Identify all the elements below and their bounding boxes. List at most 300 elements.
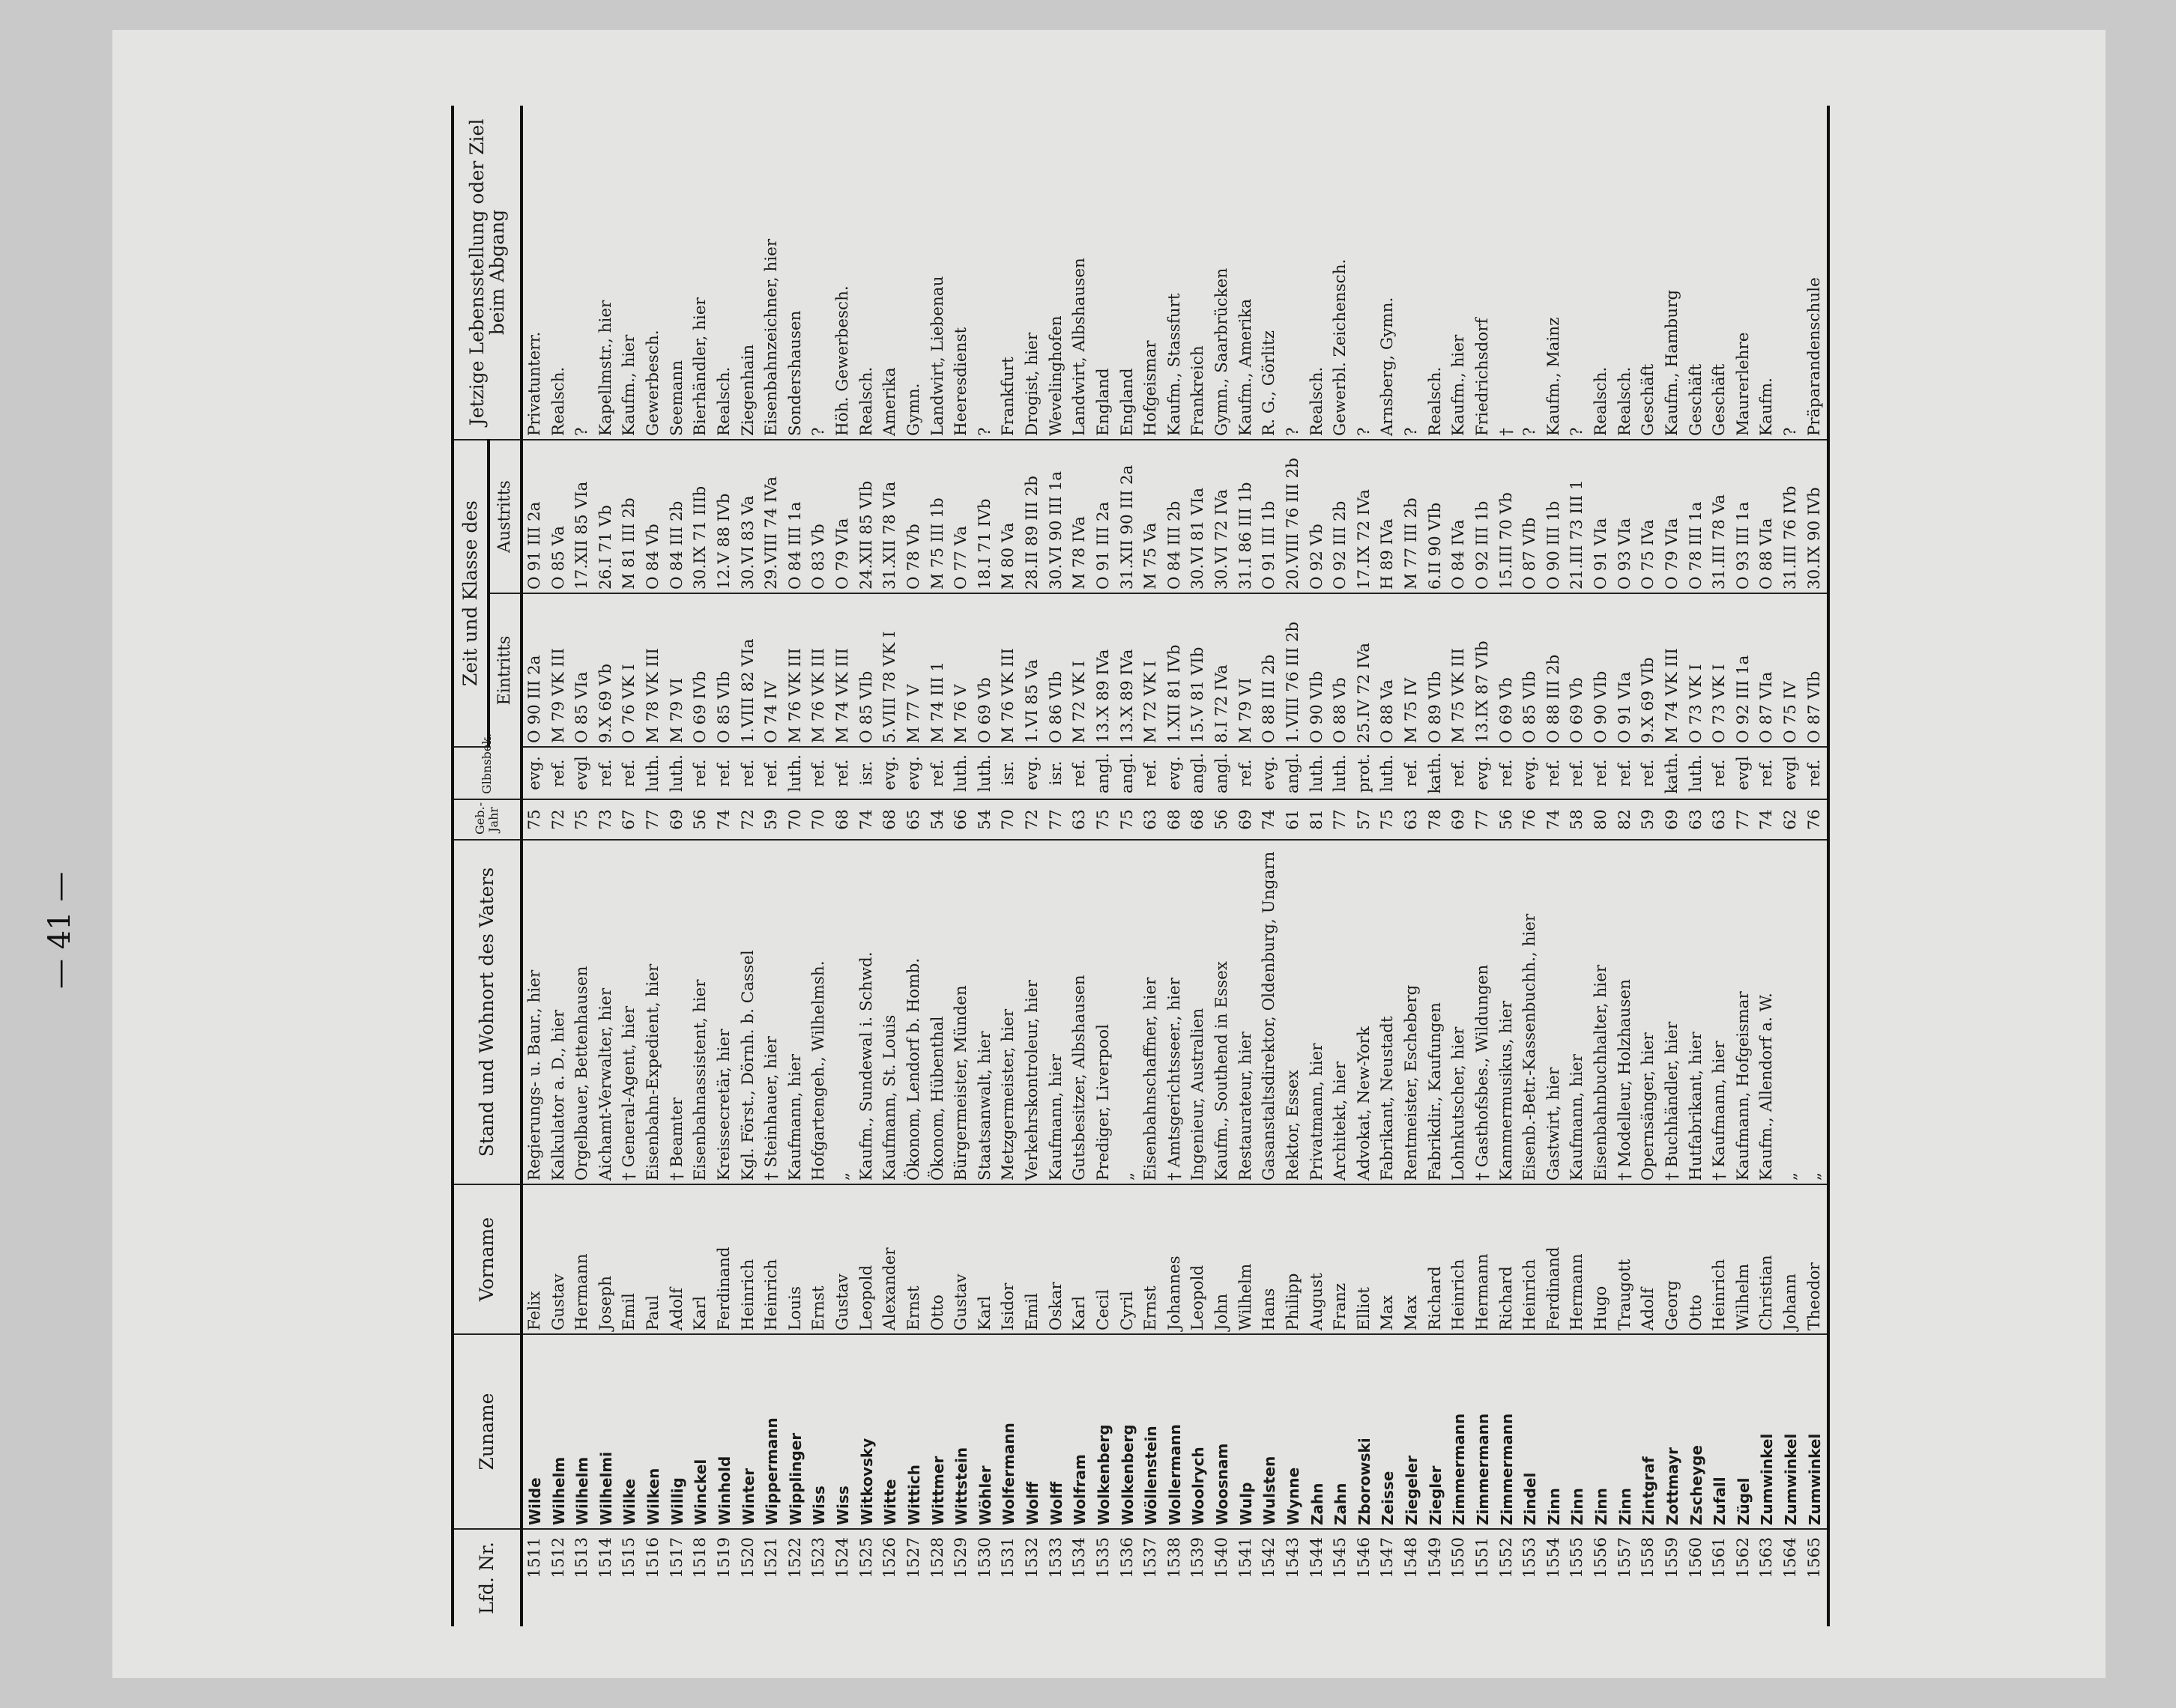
- father-occupation-cell: Kaufmann, hier: [1045, 840, 1069, 1184]
- first-name-cell: Oskar: [1045, 1184, 1069, 1334]
- birth-year-cell: 70: [784, 799, 808, 840]
- table-row: [784, 106, 808, 1626]
- exit-date-cell: 12.V 88 IVb: [713, 440, 737, 593]
- birth-year-cell: 59: [760, 799, 784, 840]
- religion-cell: ref.: [1803, 747, 1828, 799]
- current-position-cell: Gymn.: [902, 106, 926, 440]
- father-occupation-cell: Kaufmann, hier: [1566, 840, 1590, 1184]
- birth-year-cell: 54: [973, 799, 997, 840]
- entry-date-cell: O 88 III 2b: [1257, 593, 1281, 747]
- birth-year-cell: 75: [1092, 799, 1116, 840]
- current-position-cell: R. G., Görlitz: [1257, 106, 1281, 440]
- row-number-cell: 1534: [1070, 1537, 1089, 1578]
- first-name-cell: Cecil: [1092, 1184, 1116, 1334]
- current-position-cell: Kaufm., Stassfurt: [1163, 106, 1187, 440]
- religion-cell: ref.: [594, 747, 618, 799]
- row-number-cell: 1541: [1236, 1537, 1255, 1578]
- surname-cell: Zinn: [1566, 1334, 1590, 1529]
- entry-date-cell: 1.VIII 82 VIa: [737, 593, 761, 747]
- birth-year-cell: 69: [1447, 799, 1471, 840]
- exit-date-cell: O 91 III 2a: [1092, 440, 1116, 593]
- row-number-cell: 1547: [1378, 1537, 1397, 1578]
- religion-cell: evg.: [902, 747, 926, 799]
- current-position-cell: Privatunterr.: [522, 106, 547, 440]
- first-name-cell: Adolf: [1636, 1184, 1660, 1334]
- entry-date-cell: 8.I 72 IVa: [1210, 593, 1234, 747]
- father-occupation-cell: Gutsbesitzer, Albshausen: [1068, 840, 1092, 1184]
- father-occupation-cell: † General-Agent, hier: [618, 840, 642, 1184]
- surname-cell: Woolrych: [1187, 1334, 1211, 1529]
- father-occupation-cell: Ingenieur, Australien: [1187, 840, 1211, 1184]
- religion-cell: prot.: [1353, 747, 1376, 799]
- exit-date-cell: O 83 Vb: [808, 440, 832, 593]
- birth-year-cell: 76: [1518, 799, 1542, 840]
- current-position-cell: ?: [1779, 106, 1803, 440]
- first-name-cell: Emil: [618, 1184, 642, 1334]
- surname-cell: Zintgraf: [1636, 1334, 1660, 1529]
- current-position-cell: Geschäft: [1636, 106, 1660, 440]
- father-occupation-cell: Hofgartengeh., Wilhelmsh.: [808, 840, 832, 1184]
- entry-date-cell: M 79 VI: [665, 593, 689, 747]
- entry-date-cell: O 92 III 1a: [1732, 593, 1756, 747]
- table-row: [1518, 106, 1542, 1626]
- first-name-cell: Karl: [973, 1184, 997, 1334]
- exit-date-cell: O 92 III 2b: [1329, 440, 1353, 593]
- religion-cell: evg.: [1518, 747, 1542, 799]
- father-occupation-cell: Kaufm., Sundewal i. Schwd.: [855, 840, 879, 1184]
- surname-cell: Wolff: [1045, 1334, 1069, 1529]
- first-name-cell: Leopold: [855, 1184, 879, 1334]
- father-occupation-cell: Gastwirt, hier: [1542, 840, 1566, 1184]
- entry-date-cell: O 76 VK I: [618, 593, 642, 747]
- birth-year-cell: 63: [1684, 799, 1708, 840]
- birth-year-cell: 70: [997, 799, 1021, 840]
- current-position-cell: Friedrichsdorf: [1471, 106, 1495, 440]
- current-position-cell: Realsch.: [547, 106, 571, 440]
- entry-date-cell: O 87 VIb: [1803, 593, 1828, 747]
- exit-date-cell: O 78 III 1a: [1684, 440, 1708, 593]
- student-register-table: [451, 106, 1830, 1626]
- row-number-cell: 1521: [762, 1537, 782, 1578]
- surname-cell: Wilke: [618, 1334, 642, 1529]
- exit-date-cell: H 89 IVa: [1376, 440, 1400, 593]
- entry-date-cell: 13.X 89 IVa: [1092, 593, 1116, 747]
- birth-year-cell: 72: [737, 799, 761, 840]
- exit-date-cell: 20.VIII 76 III 2b: [1281, 440, 1305, 593]
- entry-date-cell: O 90 VIb: [1305, 593, 1329, 747]
- exit-date-cell: 6.II 90 VIb: [1424, 440, 1448, 593]
- surname-cell: Winhold: [713, 1334, 737, 1529]
- first-name-cell: John: [1210, 1184, 1234, 1334]
- row-number-cell: 1561: [1710, 1537, 1729, 1578]
- birth-year-cell: 74: [713, 799, 737, 840]
- birth-year-cell: 68: [1163, 799, 1187, 840]
- father-occupation-cell: „: [1116, 840, 1140, 1184]
- row-number-cell: 1559: [1662, 1537, 1681, 1578]
- religion-cell: ref.: [689, 747, 713, 799]
- row-number-cell: 1556: [1592, 1537, 1611, 1578]
- row-number-cell: 1535: [1093, 1537, 1113, 1578]
- table-row: [1092, 106, 1116, 1626]
- table-row: [926, 106, 950, 1626]
- father-occupation-cell: Gasanstaltsdirektor, Oldenburg, Ungarn: [1257, 840, 1281, 1184]
- surname-cell: Zimmermann: [1471, 1334, 1495, 1529]
- surname-cell: Witte: [878, 1334, 902, 1529]
- current-position-cell: Realsch.: [1613, 106, 1637, 440]
- entry-date-cell: M 74 VK III: [1660, 593, 1684, 747]
- row-number-cell: 1557: [1615, 1537, 1634, 1578]
- first-name-cell: Otto: [1684, 1184, 1708, 1334]
- first-name-cell: Karl: [689, 1184, 713, 1334]
- current-position-cell: Geschäft: [1708, 106, 1732, 440]
- current-position-cell: Landwirt, Albshausen: [1068, 106, 1092, 440]
- exit-date-cell: M 77 III 2b: [1400, 440, 1424, 593]
- surname-cell: Wolfram: [1068, 1334, 1092, 1529]
- row-number-cell: 1525: [856, 1537, 876, 1578]
- birth-year-cell: 75: [522, 799, 547, 840]
- exit-date-cell: 26.I 71 Vb: [594, 440, 618, 593]
- row-number-cell: 1511: [525, 1537, 544, 1578]
- religion-cell: luth.: [973, 747, 997, 799]
- surname-cell: Wilhelmi: [594, 1334, 618, 1529]
- surname-cell: Zahn: [1329, 1334, 1353, 1529]
- current-position-cell: Maurerlehre: [1732, 106, 1756, 440]
- religion-cell: angl.: [1281, 747, 1305, 799]
- religion-cell: luth.: [665, 747, 689, 799]
- birth-year-cell: 66: [949, 799, 973, 840]
- row-number-cell: 1538: [1164, 1537, 1184, 1578]
- entry-date-cell: M 74 VK III: [831, 593, 855, 747]
- exit-date-cell: 17.XII 85 VIa: [570, 440, 594, 593]
- table-row: [1163, 106, 1187, 1626]
- current-position-cell: Kaufm., hier: [618, 106, 642, 440]
- table-row: [1305, 106, 1329, 1626]
- table-row: [1779, 106, 1803, 1626]
- col-zeit-header: Zeit und Klasse des: [453, 440, 489, 747]
- surname-cell: Wolkenberg: [1092, 1334, 1116, 1529]
- current-position-cell: ?: [1400, 106, 1424, 440]
- surname-cell: Zahn: [1305, 1334, 1329, 1529]
- birth-year-cell: 58: [1566, 799, 1590, 840]
- father-occupation-cell: Metzgermeister, hier: [997, 840, 1021, 1184]
- religion-cell: isr.: [1045, 747, 1069, 799]
- first-name-cell: Hermann: [1471, 1184, 1495, 1334]
- birth-year-cell: 70: [808, 799, 832, 840]
- col-vorname-header: Vorname: [453, 1184, 522, 1334]
- entry-date-cell: O 88 III 2b: [1542, 593, 1566, 747]
- exit-date-cell: 30.VI 90 III 1a: [1045, 440, 1069, 593]
- table-row: [1660, 106, 1684, 1626]
- entry-date-cell: M 75 VK III: [1447, 593, 1471, 747]
- religion-cell: isr.: [855, 747, 879, 799]
- religion-cell: ref.: [618, 747, 642, 799]
- current-position-cell: Bierhändler, hier: [689, 106, 713, 440]
- first-name-cell: Theodor: [1803, 1184, 1828, 1334]
- religion-cell: ref.: [713, 747, 737, 799]
- birth-year-cell: 80: [1589, 799, 1613, 840]
- table-row: [973, 106, 997, 1626]
- birth-year-cell: 76: [1803, 799, 1828, 840]
- entry-date-cell: O 69 Vb: [1495, 593, 1519, 747]
- father-occupation-cell: Kaufmann, Hofgeismar: [1732, 840, 1756, 1184]
- exit-date-cell: M 81 III 2b: [618, 440, 642, 593]
- birth-year-cell: 77: [1471, 799, 1495, 840]
- exit-date-cell: 30.VI 72 IVa: [1210, 440, 1234, 593]
- father-occupation-cell: Kaufm., Southend in Essex: [1210, 840, 1234, 1184]
- religion-cell: evg.: [1471, 747, 1495, 799]
- current-position-cell: Frankfurt: [997, 106, 1021, 440]
- surname-cell: Zumwinkel: [1803, 1334, 1828, 1529]
- first-name-cell: Wilhelm: [1732, 1184, 1756, 1334]
- current-position-cell: ?: [973, 106, 997, 440]
- first-name-cell: Ernst: [1139, 1184, 1163, 1334]
- col-lebensstellung-header: Jetzige Lebensstellung oder Ziel beim Abgang: [453, 106, 522, 440]
- first-name-cell: Heinrich: [1447, 1184, 1471, 1334]
- row-number-cell: 1551: [1472, 1537, 1492, 1578]
- birth-year-cell: 59: [1636, 799, 1660, 840]
- table-row: [1471, 106, 1495, 1626]
- exit-date-cell: O 77 Va: [949, 440, 973, 593]
- religion-cell: luth.: [949, 747, 973, 799]
- first-name-cell: Gustav: [831, 1184, 855, 1334]
- birth-year-cell: 54: [926, 799, 950, 840]
- table-row: [665, 106, 689, 1626]
- father-occupation-cell: Orgelbauer, Bettenhausen: [570, 840, 594, 1184]
- entry-date-cell: O 86 VIb: [1045, 593, 1069, 747]
- father-occupation-cell: Architekt, hier: [1329, 840, 1353, 1184]
- current-position-cell: Gewerbl. Zeichensch.: [1329, 106, 1353, 440]
- entry-date-cell: O 73 VK I: [1708, 593, 1732, 747]
- table-row: [949, 106, 973, 1626]
- birth-year-cell: 56: [1495, 799, 1519, 840]
- first-name-cell: Emil: [1021, 1184, 1045, 1334]
- religion-cell: kath.: [1660, 747, 1684, 799]
- surname-cell: Wolkenberg: [1116, 1334, 1140, 1529]
- table-row: [855, 106, 879, 1626]
- religion-cell: angl.: [1210, 747, 1234, 799]
- surname-cell: Zborowski: [1353, 1334, 1376, 1529]
- religion-cell: evg.: [1257, 747, 1281, 799]
- table-header: [453, 106, 522, 1626]
- religion-cell: ref.: [1566, 747, 1590, 799]
- religion-cell: evg.: [1163, 747, 1187, 799]
- religion-cell: ref.: [1139, 747, 1163, 799]
- birth-year-cell: 72: [1021, 799, 1045, 840]
- religion-cell: evgl: [1779, 747, 1803, 799]
- entry-date-cell: M 72 VK I: [1068, 593, 1092, 747]
- table-row: [1542, 106, 1566, 1626]
- current-position-cell: ?: [1566, 106, 1590, 440]
- current-position-cell: Sondershausen: [784, 106, 808, 440]
- birth-year-cell: 68: [831, 799, 855, 840]
- current-position-cell: ?: [808, 106, 832, 440]
- row-number-cell: 1550: [1449, 1537, 1469, 1578]
- first-name-cell: Johannes: [1163, 1184, 1187, 1334]
- birth-year-cell: 77: [1045, 799, 1069, 840]
- table-row: [570, 106, 594, 1626]
- table-row: [1068, 106, 1092, 1626]
- religion-cell: luth.: [784, 747, 808, 799]
- current-position-cell: ?: [1281, 106, 1305, 440]
- entry-date-cell: M 78 VK III: [641, 593, 665, 747]
- first-name-cell: Gustav: [547, 1184, 571, 1334]
- exit-date-cell: M 75 III 1b: [926, 440, 950, 593]
- row-number-cell: 1539: [1188, 1537, 1208, 1578]
- first-name-cell: Heinrich: [1518, 1184, 1542, 1334]
- religion-cell: evg.: [878, 747, 902, 799]
- entry-date-cell: O 73 VK I: [1684, 593, 1708, 747]
- surname-cell: Wolfermann: [997, 1334, 1021, 1529]
- father-occupation-cell: Kgl. Först., Dörnh. b. Cassel: [737, 840, 761, 1184]
- current-position-cell: Ziegenhain: [737, 106, 761, 440]
- entry-date-cell: 1.XII 81 IVb: [1163, 593, 1187, 747]
- table-row: [1447, 106, 1471, 1626]
- birth-year-cell: 77: [1732, 799, 1756, 840]
- table-row: [1234, 106, 1258, 1626]
- father-occupation-cell: Regierungs- u. Baur., hier: [522, 840, 547, 1184]
- birth-year-cell: 56: [1210, 799, 1234, 840]
- current-position-cell: Hofgeismar: [1139, 106, 1163, 440]
- father-occupation-cell: Opernsänger, hier: [1636, 840, 1660, 1184]
- first-name-cell: Wilhelm: [1234, 1184, 1258, 1334]
- row-number-cell: 1516: [644, 1537, 663, 1578]
- surname-cell: Willig: [665, 1334, 689, 1529]
- entry-date-cell: O 74 IV: [760, 593, 784, 747]
- first-name-cell: Heinrich: [737, 1184, 761, 1334]
- entry-date-cell: 13.IX 87 VIb: [1471, 593, 1495, 747]
- surname-cell: Zindel: [1518, 1334, 1542, 1529]
- first-name-cell: Paul: [641, 1184, 665, 1334]
- exit-date-cell: O 92 III 1b: [1471, 440, 1495, 593]
- exit-date-cell: M 80 Va: [997, 440, 1021, 593]
- surname-cell: Winter: [737, 1334, 761, 1529]
- current-position-cell: Kapellmstr., hier: [594, 106, 618, 440]
- exit-date-cell: 30.VI 83 Va: [737, 440, 761, 593]
- exit-date-cell: 28.II 89 III 2b: [1021, 440, 1045, 593]
- col-gebjahr-header: Geb.-Jahr: [453, 799, 522, 840]
- birth-year-cell: 63: [1068, 799, 1092, 840]
- birth-year-cell: 74: [1756, 799, 1780, 840]
- table-row: [808, 106, 832, 1626]
- surname-cell: Zottmayr: [1660, 1334, 1684, 1529]
- row-number-cell: 1542: [1260, 1537, 1279, 1578]
- exit-date-cell: 30.VI 81 VIa: [1187, 440, 1211, 593]
- religion-cell: ref.: [760, 747, 784, 799]
- first-name-cell: Cyril: [1116, 1184, 1140, 1334]
- father-occupation-cell: Fabrikdir., Kaufungen: [1424, 840, 1448, 1184]
- first-name-cell: Joseph: [594, 1184, 618, 1334]
- father-occupation-cell: Rektor, Essex: [1281, 840, 1305, 1184]
- father-occupation-cell: Aichamt-Verwalter, hier: [594, 840, 618, 1184]
- current-position-cell: Heeresdienst: [949, 106, 973, 440]
- religion-cell: ref.: [1589, 747, 1613, 799]
- father-occupation-cell: † Buchhändler, hier: [1660, 840, 1684, 1184]
- birth-year-cell: 68: [1187, 799, 1211, 840]
- surname-cell: Zumwinkel: [1779, 1334, 1803, 1529]
- current-position-cell: Kaufm., Amerika: [1234, 106, 1258, 440]
- entry-date-cell: O 90 III 2a: [522, 593, 547, 747]
- table-row: [1376, 106, 1400, 1626]
- birth-year-cell: 73: [594, 799, 618, 840]
- first-name-cell: Richard: [1424, 1184, 1448, 1334]
- first-name-cell: Richard: [1495, 1184, 1519, 1334]
- row-number-cell: 1553: [1520, 1537, 1540, 1578]
- religion-cell: ref.: [926, 747, 950, 799]
- col-stand-header: Stand und Wohnort des Vaters: [453, 840, 522, 1184]
- exit-date-cell: 21.III 73 III 1: [1566, 440, 1590, 593]
- first-name-cell: Hugo: [1589, 1184, 1613, 1334]
- col-zuname-header: Zuname: [453, 1334, 522, 1529]
- entry-date-cell: M 76 VK III: [784, 593, 808, 747]
- table-row: [1424, 106, 1448, 1626]
- father-occupation-cell: † Beamter: [665, 840, 689, 1184]
- row-number-cell: 1514: [596, 1537, 615, 1578]
- birth-year-cell: 75: [1116, 799, 1140, 840]
- birth-year-cell: 57: [1353, 799, 1376, 840]
- current-position-cell: Realsch.: [713, 106, 737, 440]
- surname-cell: Wittstein: [949, 1334, 973, 1529]
- current-position-cell: ?: [570, 106, 594, 440]
- entry-date-cell: O 69 Vb: [973, 593, 997, 747]
- entry-date-cell: M 76 VK III: [997, 593, 1021, 747]
- col-nr-header: Lfd. Nr.: [453, 1529, 522, 1626]
- table-row: [997, 106, 1021, 1626]
- row-number-cell: 1512: [548, 1537, 568, 1578]
- row-number-cell: 1560: [1686, 1537, 1705, 1578]
- col-austritt-header: Austritts: [489, 440, 522, 593]
- exit-date-cell: O 91 VIa: [1589, 440, 1613, 593]
- first-name-cell: Felix: [522, 1184, 547, 1334]
- exit-date-cell: 15.III 70 Vb: [1495, 440, 1519, 593]
- exit-date-cell: 30.IX 90 IVb: [1803, 440, 1828, 593]
- exit-date-cell: O 84 IVa: [1447, 440, 1471, 593]
- row-number-cell: 1518: [691, 1537, 710, 1578]
- row-number-cell: 1563: [1757, 1537, 1777, 1578]
- table-row: [1684, 106, 1708, 1626]
- current-position-cell: Kaufm.: [1756, 106, 1780, 440]
- surname-cell: Zinn: [1613, 1334, 1637, 1529]
- surname-cell: Wippermann: [760, 1334, 784, 1529]
- exit-date-cell: O 84 III 1a: [784, 440, 808, 593]
- table-row: [1732, 106, 1756, 1626]
- current-position-cell: Wevelinghofen: [1045, 106, 1069, 440]
- current-position-cell: Kaufm., Hamburg: [1660, 106, 1684, 440]
- surname-cell: Zinn: [1589, 1334, 1613, 1529]
- first-name-cell: Alexander: [878, 1184, 902, 1334]
- surname-cell: Zeisse: [1376, 1334, 1400, 1529]
- table-row: [689, 106, 713, 1626]
- row-number-cell: 1543: [1283, 1537, 1302, 1578]
- entry-date-cell: 15.V 81 VIb: [1187, 593, 1211, 747]
- exit-date-cell: 31.XII 90 III 2a: [1116, 440, 1140, 593]
- row-number-cell: 1515: [620, 1537, 639, 1578]
- exit-date-cell: 24.XII 85 VIb: [855, 440, 879, 593]
- father-occupation-cell: Advokat, New-York: [1353, 840, 1376, 1184]
- current-position-cell: Gymn., Saarbrücken: [1210, 106, 1234, 440]
- religion-cell: luth.: [1376, 747, 1400, 799]
- father-occupation-cell: Eisenb.-Betr.-Kassenbuchh., hier: [1518, 840, 1542, 1184]
- current-position-cell: Kaufm., hier: [1447, 106, 1471, 440]
- birth-year-cell: 78: [1424, 799, 1448, 840]
- entry-date-cell: O 90 VIb: [1589, 593, 1613, 747]
- current-position-cell: Amerika: [878, 106, 902, 440]
- table-row: [1021, 106, 1045, 1626]
- table-row: [1589, 106, 1613, 1626]
- table-row: [594, 106, 618, 1626]
- exit-date-cell: O 84 III 2b: [1163, 440, 1187, 593]
- father-occupation-cell: Kammermusikus, hier: [1495, 840, 1519, 1184]
- current-position-cell: Geschäft: [1684, 106, 1708, 440]
